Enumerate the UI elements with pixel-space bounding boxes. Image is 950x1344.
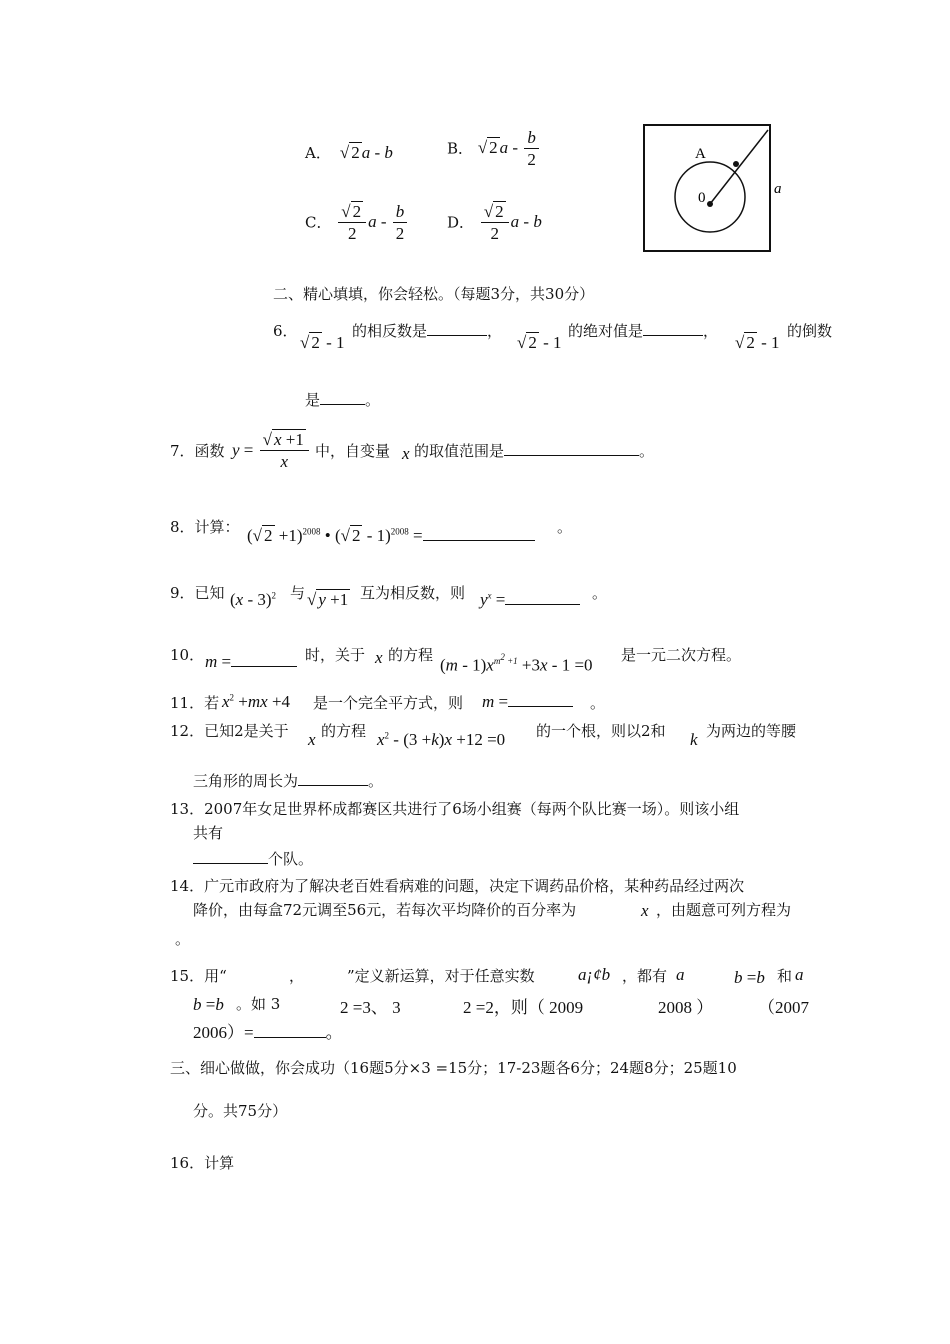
q8-text-1: 。 — [557, 518, 573, 536]
q15-text-6: 2 =2，则（ 2009 — [463, 998, 584, 1017]
option-c-label: C． — [305, 213, 332, 232]
q12-text-3: 为两边的等腰 — [706, 722, 797, 740]
option-b-label: B． — [447, 139, 474, 158]
option-d-expr: $\frac{√ 2}{2}$ a - b — [479, 212, 542, 231]
q15-text-9 — [193, 1018, 343, 1043]
q6-t1: 的相反数是 — [352, 322, 428, 340]
q15-blank[interactable] — [254, 1036, 326, 1038]
q12-num: 12．已知2是关于 — [170, 722, 289, 740]
q15-text-4: 。如 3 — [236, 995, 281, 1013]
option-b — [447, 128, 541, 171]
q13-line3 — [193, 848, 313, 869]
q14-line3: 。 — [175, 930, 191, 948]
q15-eq-2: b =b — [193, 995, 224, 1014]
q6-text-2 — [568, 320, 718, 341]
q6-t7: 。 — [365, 391, 381, 409]
label-A: A — [695, 146, 706, 162]
q15-text-3: 和 — [777, 967, 793, 985]
q12-text-1: 的方程 — [321, 722, 367, 740]
q15-text-8: （2007 — [758, 998, 809, 1017]
q15-vars: a¡¢b — [578, 965, 611, 984]
section2-title: 二、精心填填，你会轻松。（每题3分，共30分） — [273, 285, 595, 303]
q9-blank[interactable] — [505, 603, 580, 605]
option-a-label: A． — [305, 144, 331, 162]
q11-text-1: 是一个完全平方式，则 — [313, 694, 464, 712]
q10-text-3: 是一元二次方程。 — [621, 646, 742, 664]
q6-text-1 — [352, 320, 502, 341]
q15-text-5: 2 =3、 3 — [340, 998, 401, 1017]
q8-expr: (√ 2 +1)$^{2008}$ • (√ 2 - 1)$^{2008}$ = — [247, 526, 535, 546]
label-a: a — [774, 181, 782, 197]
q6-expr-2: √ 2 - 1 — [517, 333, 562, 352]
q10-num: 10． — [170, 646, 205, 664]
q6-t3: 的绝对值是 — [568, 322, 644, 340]
q8-blank[interactable] — [423, 539, 535, 541]
q14-var-x: x — [641, 901, 649, 920]
q10-blank[interactable] — [231, 665, 297, 667]
q7-blank[interactable] — [504, 454, 639, 456]
q15-comma: ， — [289, 967, 305, 985]
q6-text-3: 的倒数 — [787, 322, 833, 340]
q14-line2-text: 降价，由每盒72元调至56元，若每次平均降价的百分率为 — [193, 901, 577, 919]
q6-text-4 — [305, 389, 380, 410]
q6-num: 6． — [273, 322, 298, 340]
q8-exp-1: 2008 — [302, 526, 321, 537]
q8-num: 8．计算： — [170, 518, 240, 536]
q6-blank-3[interactable] — [320, 403, 365, 405]
q6-expr-1: √ 2 - 1 — [300, 333, 345, 352]
option-d-label: D． — [447, 213, 475, 232]
q10-text-1: 时，关于 — [305, 646, 366, 664]
q11-blank[interactable] — [508, 705, 573, 707]
q6-t6: 是 — [305, 391, 321, 409]
option-c-expr: $\frac{√ 2}{2}$ a - $\frac{b}{2}$ — [336, 212, 409, 231]
option-c — [305, 202, 409, 245]
q9-expr-2: √ y +1 — [307, 590, 349, 609]
square-circle-figure — [640, 120, 790, 260]
q6-expr-3: √ 2 - 1 — [735, 333, 780, 352]
section3-line1: 三、细心做做，你会成功（16题5分×3 =15分；17-23题各6分；24题8分；25题10 — [170, 1059, 737, 1077]
q9-expr-3: $y^x$ = — [480, 590, 580, 610]
q15-text-1: ”定义新运算，对于任意实数 — [347, 967, 535, 985]
q7-t3: 。 — [639, 442, 655, 460]
q9-text-3: 。 — [592, 584, 608, 602]
option-a — [305, 142, 393, 163]
q6-blank-1[interactable] — [427, 334, 487, 336]
q9-text-1: 与 — [290, 584, 306, 602]
q7-t2: 的取值范围是 — [414, 442, 505, 460]
q14-line2-tail: ，由题意可列方程为 — [656, 901, 792, 919]
q15-text-2: ，都有 — [622, 967, 668, 985]
q12-text-2: 的一个根，则以2和 — [536, 722, 666, 740]
q11-num: 11．若 — [170, 694, 220, 712]
q6-t4: ， — [703, 322, 719, 340]
section3-line2: 分。共75分） — [193, 1102, 288, 1120]
q12-text-4 — [193, 770, 383, 791]
q16-title: 16．计算 — [170, 1154, 235, 1172]
q12-t4: 三角形的周长为 — [193, 772, 299, 790]
q15-t10: 2006）= — [193, 1023, 254, 1042]
q9-text-2: 互为相反数，则 — [360, 584, 466, 602]
q12-var-k: k — [690, 730, 698, 749]
q6-t2: ， — [487, 322, 503, 340]
q7-text-1: 中，自变量 — [315, 442, 391, 460]
q15-a-1: a — [676, 965, 685, 984]
q10-var-x: x — [375, 648, 383, 667]
q9-expr-1: (x - 3)$^2$ — [230, 590, 277, 609]
q12-t5: 。 — [368, 772, 384, 790]
option-b-expr: √ 2 a - $\frac{b}{2}$ — [478, 138, 541, 157]
q9-num: 9．已知 — [170, 584, 225, 602]
q10-expr-1: m = — [205, 652, 297, 672]
q11-expr: $x^2 +mx +4$ — [222, 692, 291, 711]
q12-var-x: x — [308, 730, 316, 749]
q15-num: 15．用“ — [170, 967, 227, 985]
option-a-expr: √ 2 a - b — [335, 143, 393, 162]
q8-exp-2: 2008 — [390, 526, 409, 537]
q13-line2: 共有 — [193, 824, 224, 842]
q7-num: 7．函数 — [170, 442, 225, 460]
q11-expr-2: m = — [482, 692, 573, 712]
tangent-dot — [733, 161, 739, 167]
center-dot — [707, 201, 713, 207]
q15-text-7: 2008 ） — [658, 998, 714, 1017]
q13-line1: 13．2007年女足世界杯成都赛区共进行了6场小组赛（每两个队比赛一场）。则该小组 — [170, 800, 740, 818]
q6-blank-2[interactable] — [643, 334, 703, 336]
q13-blank[interactable] — [193, 862, 268, 864]
q15-a-2: a — [795, 965, 804, 984]
q7-expr: y = $\frac{√ x +1}{x}$ — [232, 430, 311, 473]
q7-text-2 — [414, 440, 654, 461]
q14-line1: 14．广元市政府为了解决老百姓看病难的问题，决定下调药品价格，某种药品经过两次 — [170, 877, 745, 895]
q15-eq-1: b =b — [734, 968, 765, 987]
label-O: 0 — [698, 190, 706, 206]
q7-var-x: x — [402, 444, 410, 463]
q10-expr-2: $(m - 1)x^{m^2 +1} +3x - 1 =0$ — [440, 652, 593, 675]
q12-blank[interactable] — [298, 784, 368, 786]
q13-t1: 个队。 — [268, 850, 314, 868]
radius-line — [710, 130, 768, 204]
q12-expr: $x^2 - (3 +k)x +12 =0$ — [377, 730, 506, 749]
option-d — [447, 202, 542, 245]
q15-t11: 。 — [325, 1023, 343, 1042]
q10-text-2: 的方程 — [388, 646, 434, 664]
q11-text-2: 。 — [590, 694, 606, 712]
